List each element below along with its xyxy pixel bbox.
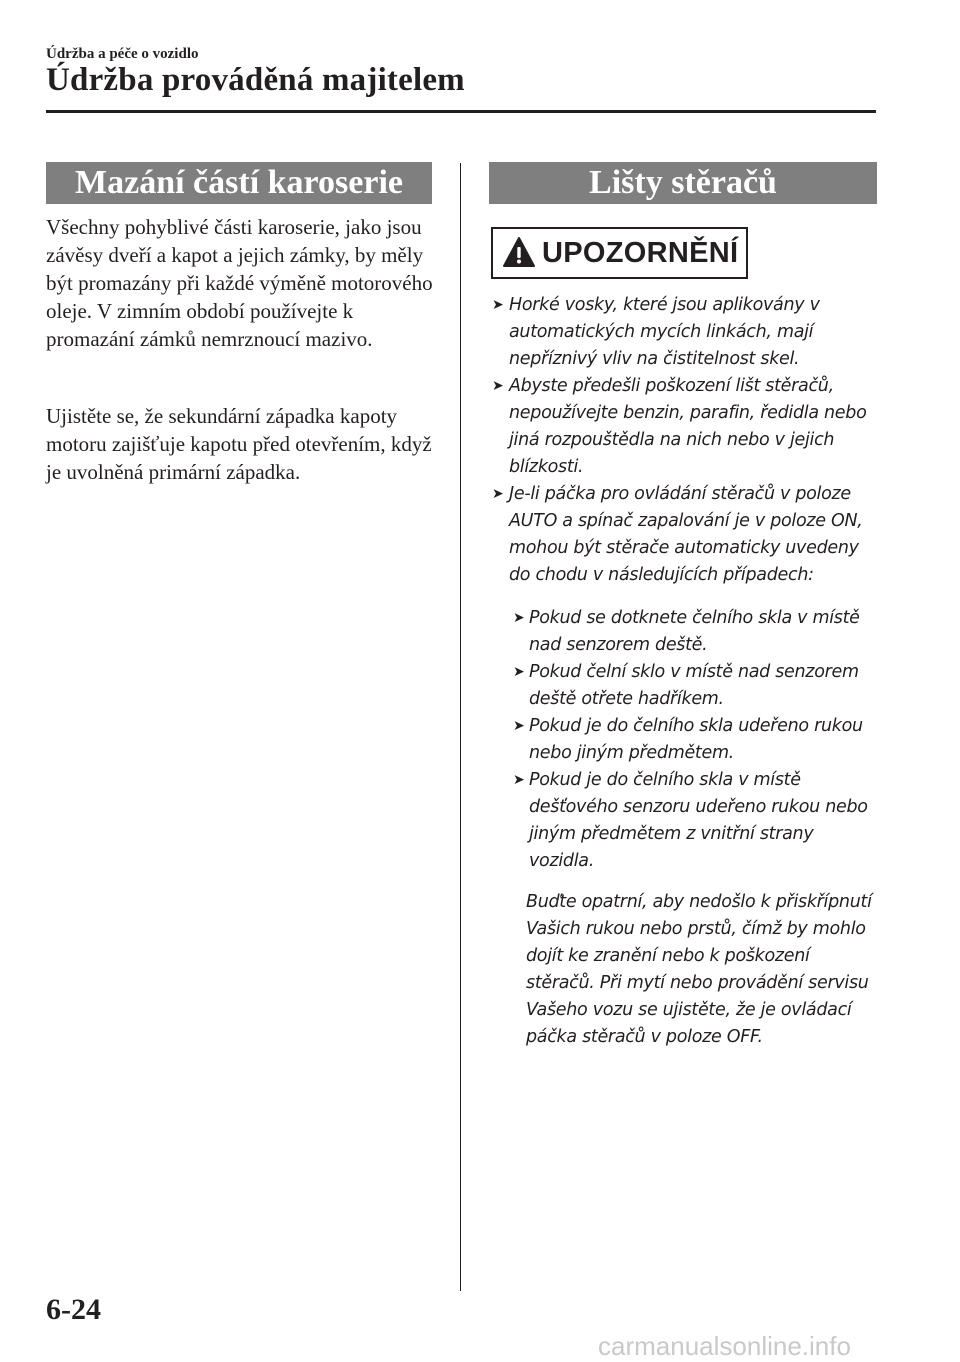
page-number: 6-24 bbox=[46, 1293, 101, 1326]
section-heading-lubrication: Mazání částí karoserie bbox=[46, 162, 432, 204]
list-item: ➤ Je-li páčka pro ovládání stěračů v poloze AUTO a spínač zapalování je v poloze ON, mohou být stěrače automaticky uvedeny do chodu v následujících případech: ➤ Pokud se dotknete čelního skla v místě nad senzorem deště. ➤ Pokud čelní sklo v místě nad senzorem deště otřete hadříkem. ➤ Pokud je do čelního skla udeřeno rukou nebo jiným předmětem. ➤ Pokud je do čelního skla v místě dešťového senzoru udeřeno rukou nebo jiným předmětem z vnitřní strany vozidla. Buďte opatrní, aby nedošlo k přiskřípnutí Vašich rukou nebo prstů, čímž by mohlo dojít ke zranění nebo k poškození stěračů. Při mytí nebo provádění servisu Vašeho vozu se ujistěte, že je ovládací páčka stěračů v poloze OFF. bbox=[492, 481, 882, 1051]
caution-note: Buďte opatrní, aby nedošlo k přiskřípnutí Vašich rukou nebo prstů, čímž by mohlo dojít ke zranění nebo k poškození stěračů. Při mytí nebo provádění servisu Vašeho vozu se ujistěte, že je ovládací páčka stěračů v poloze OFF. bbox=[526, 892, 872, 1047]
lubrication-paragraph-1: Všechny pohyblivé části karoserie, jako jsou závěsy dveří a kapot a jejich zámky, by měly být promazány při každé výměně motorového oleje. V zimním období používejte k promazání zámků nemrznoucí mazivo. bbox=[46, 215, 433, 351]
warning-list bbox=[492, 292, 882, 1051]
watermark: carmanualsonline.info bbox=[598, 1331, 851, 1361]
arrowhead-bullet-icon: ➤ bbox=[492, 486, 504, 502]
list-item: ➤ Horké vosky, které jsou aplikovány v automatických mycích linkách, mají nepříznivý vliv na čistitelnost skel. bbox=[492, 292, 882, 373]
arrowhead-bullet-icon: ➤ bbox=[513, 718, 525, 734]
warning-label: UPOZORNĚNÍ bbox=[542, 236, 739, 269]
arrowhead-bullet-icon: ➤ bbox=[513, 610, 525, 626]
arrowhead-bullet-icon: ➤ bbox=[513, 772, 525, 788]
sub-list-item: ➤ Pokud se dotknete čelního skla v místě nad senzorem deště. bbox=[509, 605, 882, 659]
sub-list-item: ➤ Pokud je do čelního skla v místě dešťového senzoru udeřeno rukou nebo jiným předmětem z vnitřní strany vozidla. bbox=[509, 767, 882, 875]
title-divider bbox=[46, 110, 876, 113]
lubrication-paragraph-2: Ujistěte se, že sekundární západka kapoty motoru zajišťuje kapotu před otevřením, když je uvolněná primární západka. bbox=[46, 404, 432, 484]
section-heading-wiper-blades: Lišty stěračů bbox=[489, 162, 877, 204]
arrowhead-bullet-icon: ➤ bbox=[492, 378, 504, 394]
sub-list bbox=[509, 605, 882, 875]
warning-box bbox=[491, 227, 748, 279]
arrowhead-bullet-icon: ➤ bbox=[492, 297, 504, 313]
column-divider bbox=[460, 163, 461, 1291]
list-item: ➤ Abyste předešli poškození lišt stěračů, nepoužívejte benzin, parafin, ředidla nebo jiná rozpouštědla na nich nebo v jejich blízkosti. bbox=[492, 373, 882, 481]
sub-list-item: ➤ Pokud čelní sklo v místě nad senzorem deště otřete hadříkem. bbox=[509, 659, 882, 713]
arrowhead-bullet-icon: ➤ bbox=[513, 664, 525, 680]
page-title: Údržba prováděná majitelem bbox=[46, 62, 465, 98]
warning-triangle-icon bbox=[502, 236, 536, 270]
sub-list-item: ➤ Pokud je do čelního skla udeřeno rukou nebo jiným předmětem. bbox=[509, 713, 882, 767]
breadcrumb: Údržba a péče o vozidlo bbox=[46, 46, 199, 62]
